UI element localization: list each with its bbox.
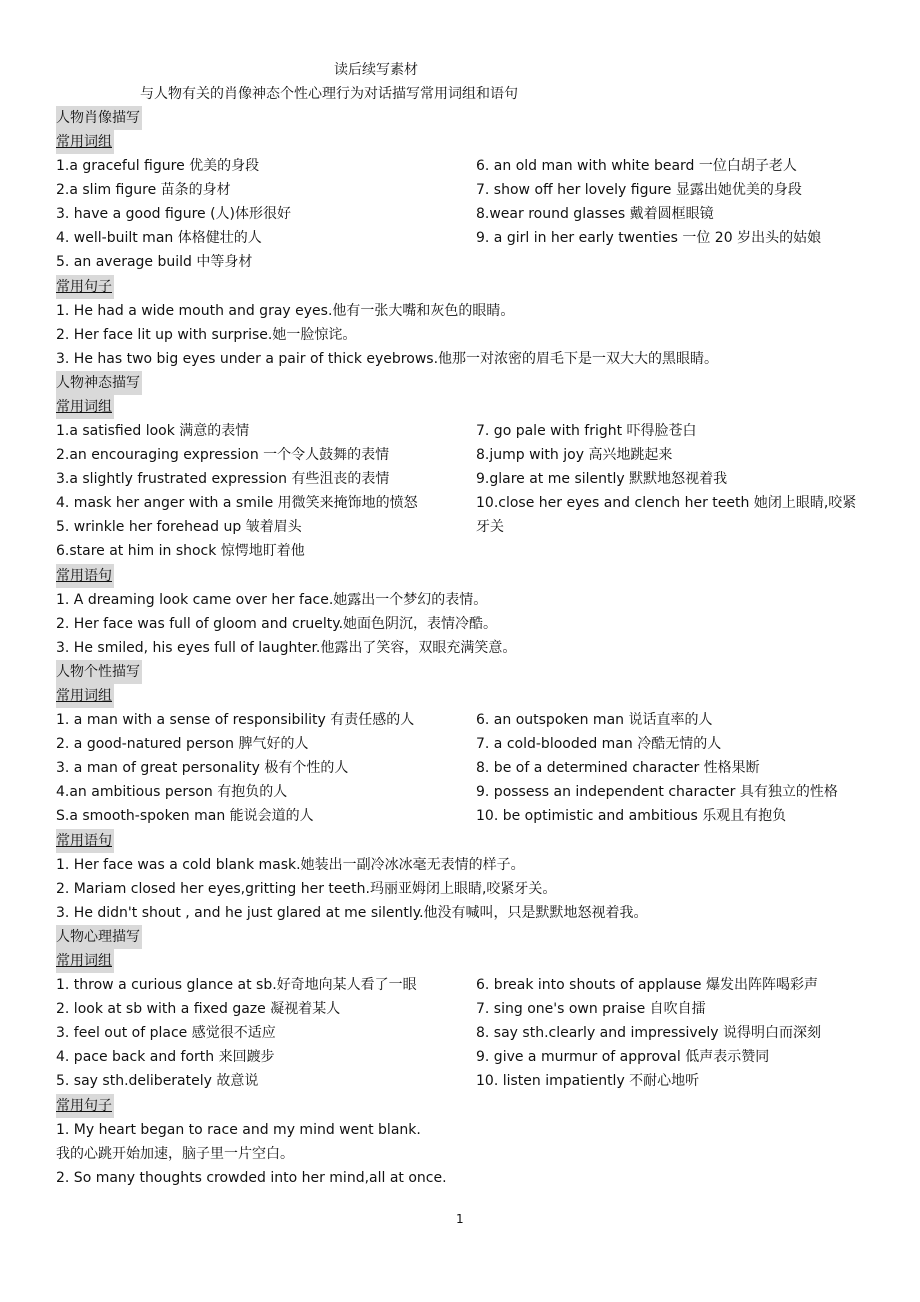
sentence-item: 1. My heart began to race and my mind went blank. [56,1122,421,1138]
sentence-item: 我的心跳开始加速，脑子里一片空白。 [56,1146,294,1162]
phrase-item: 4. mask her anger with a smile 用微笑来掩饰地的愤怒 [56,495,418,511]
phrase-item: 10. listen impatiently 不耐心地听 [476,1073,700,1089]
phrase-item: 9. give a murmur of approval 低声表示赞同 [476,1049,770,1065]
phrase-item: 3. a man of great personality 极有个性的人 [56,760,349,776]
phrase-item: 3. feel out of place 感觉很不适应 [56,1025,276,1041]
section-title: 人物个性描写 [56,660,142,684]
phrase-item: S.a smooth-spoken man 能说会道的人 [56,808,314,824]
phrase-item: 6. break into shouts of applause 爆发出阵阵喝彩声 [476,977,818,993]
phrase-item: 1. throw a curious glance at sb.好奇地向某人看了一眼 [56,977,417,993]
phrase-item: 8. be of a determined character 性格果断 [476,760,760,776]
phrase-item: 4. pace back and forth 来回踱步 [56,1049,275,1065]
phrase-item: 10. be optimistic and ambitious 乐观且有抱负 [476,808,787,824]
phrase-item-continued: 牙关 [476,519,504,535]
phrase-item: 2.a slim figure 苗条的身材 [56,182,231,198]
page-number: 1 [456,1212,464,1226]
phrase-item: 1. a man with a sense of responsibility 有责任感的人 [56,712,415,728]
phrase-item: 8.jump with joy 高兴地跳起来 [476,447,673,463]
sentence-item: 2. Her face was full of gloom and cruelty.她面色阴沉，表情冷酷。 [56,616,498,632]
phrase-item: 6.stare at him in shock 惊愕地盯着他 [56,543,305,559]
document-title: 读后续写素材 [334,62,418,78]
phrase-item: 7. show off her lovely figure 显露出她优美的身段 [476,182,802,198]
phrase-item: 1.a graceful figure 优美的身段 [56,158,260,174]
phrase-item: 10.close her eyes and clench her teeth 她闭上眼睛,咬紧 [476,495,857,511]
phrase-item: 2. look at sb with a fixed gaze 凝视着某人 [56,1001,341,1017]
phrase-item: 5. an average build 中等身材 [56,254,253,270]
sentence-item: 2. So many thoughts crowded into her mind,all at once. [56,1170,447,1186]
phrase-item: 5. wrinkle her forehead up 皱着眉头 [56,519,302,535]
section-title: 人物肖像描写 [56,106,142,130]
phrase-item: 1.a satisfied look 满意的表情 [56,423,250,439]
phrase-item: 4.an ambitious person 有抱负的人 [56,784,288,800]
phrase-item: 8. say sth.clearly and impressively 说得明白而深刻 [476,1025,821,1041]
sentence-item: 3. He smiled, his eyes full of laughter.他露出了笑容，双眼充满笑意。 [56,640,517,656]
phrase-item: 5. say sth.deliberately 故意说 [56,1073,259,1089]
section-title: 人物心理描写 [56,925,142,949]
phrase-item: 2. a good-natured person 脾气好的人 [56,736,309,752]
phrase-item: 9. a girl in her early twenties 一位 20 岁出头的姑娘 [476,230,822,246]
sentence-item: 3. He didn't shout , and he just glared at me silently.他没有喊叫，只是默默地怒视着我。 [56,905,648,921]
subsection-label: 常用句子 [56,275,114,299]
phrase-item: 6. an outspoken man 说话直率的人 [476,712,713,728]
phrase-item: 7. go pale with fright 吓得脸苍白 [476,423,697,439]
subsection-label: 常用词组 [56,949,114,973]
subsection-label: 常用词组 [56,684,114,708]
sentence-item: 1. Her face was a cold blank mask.她装出一副冷冰冰毫无表情的样子。 [56,857,525,873]
subsection-label: 常用语句 [56,829,114,853]
sentence-item: 2. Mariam closed her eyes,gritting her teeth.玛丽亚姆闭上眼睛,咬紧牙关。 [56,881,557,897]
document-subtitle: 与人物有关的肖像神态个性心理行为对话描写常用词组和语句 [140,86,518,102]
subsection-label: 常用词组 [56,395,114,419]
phrase-item: 7. sing one's own praise 自吹自擂 [476,1001,706,1017]
subsection-label: 常用语句 [56,564,114,588]
phrase-item: 7. a cold-blooded man 冷酷无情的人 [476,736,722,752]
sentence-item: 2. Her face lit up with surprise.她一脸惊诧。 [56,327,357,343]
subsection-label: 常用句子 [56,1094,114,1118]
phrase-item: 3. have a good figure (人)体形很好 [56,206,292,222]
phrase-item: 2.an encouraging expression 一个令人鼓舞的表情 [56,447,390,463]
sentence-item: 1. A dreaming look came over her face.她露出一个梦幻的表情。 [56,592,488,608]
phrase-item: 6. an old man with white beard 一位白胡子老人 [476,158,797,174]
phrase-item: 9.glare at me silently 默默地怒视着我 [476,471,728,487]
phrase-item: 8.wear round glasses 戴着圆框眼镜 [476,206,714,222]
sentence-item: 3. He has two big eyes under a pair of thick eyebrows.他那一对浓密的眉毛下是一双大大的黑眼睛。 [56,351,719,367]
phrase-item: 9. possess an independent character 具有独立的性格 [476,784,838,800]
phrase-item: 3.a slightly frustrated expression 有些沮丧的表情 [56,471,390,487]
sentence-item: 1. He had a wide mouth and gray eyes.他有一张大嘴和灰色的眼睛。 [56,303,515,319]
subsection-label: 常用词组 [56,130,114,154]
phrase-item: 4. well-built man 体格健壮的人 [56,230,262,246]
section-title: 人物神态描写 [56,371,142,395]
